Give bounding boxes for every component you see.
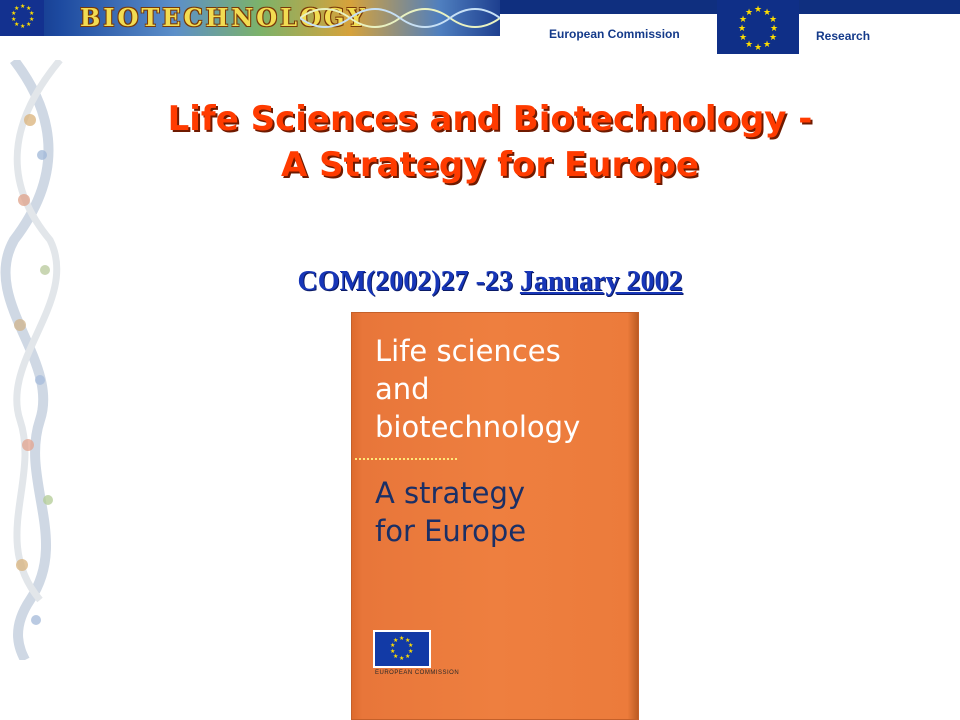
- svg-text:★: ★: [769, 33, 778, 43]
- banner-title: BIOTECHNOLOGY: [80, 3, 368, 32]
- department-label: Research: [816, 29, 871, 43]
- svg-text:★: ★: [11, 10, 17, 17]
- eu-flag-logo: [717, 0, 799, 54]
- svg-text:★: ★: [26, 5, 32, 12]
- svg-text:★: ★: [393, 653, 399, 660]
- book-cover-image: [351, 312, 639, 720]
- reference-code: COM(2002)27 -23: [297, 266, 520, 297]
- svg-text:★: ★: [405, 653, 411, 660]
- svg-text:★: ★: [754, 5, 763, 15]
- svg-text:★: ★: [745, 8, 754, 18]
- book-divider: [355, 458, 457, 460]
- svg-text:★: ★: [393, 637, 399, 644]
- svg-text:★: ★: [770, 24, 779, 34]
- svg-text:★: ★: [763, 8, 772, 18]
- biotechnology-banner: [0, 0, 500, 36]
- svg-text:★: ★: [26, 21, 32, 28]
- svg-text:★: ★: [20, 23, 26, 30]
- book-title-line: Life sciences: [375, 334, 561, 368]
- svg-text:★: ★: [745, 40, 754, 50]
- book-eu-flag-icon: [375, 632, 429, 666]
- svg-text:★: ★: [390, 642, 396, 649]
- eu-flag-icon: [0, 0, 44, 36]
- date-link[interactable]: January 2002: [519, 266, 683, 297]
- svg-text:★: ★: [14, 21, 20, 28]
- svg-text:★: ★: [769, 15, 778, 25]
- book-title-line: and: [375, 372, 430, 406]
- dna-helix-icon: [300, 0, 500, 36]
- svg-text:★: ★: [754, 43, 763, 53]
- title-line-1: Life Sciences and Biotechnology -: [167, 99, 813, 139]
- book-title: [375, 332, 580, 446]
- svg-text:★: ★: [405, 637, 411, 644]
- svg-text:★: ★: [390, 648, 396, 655]
- svg-text:★: ★: [399, 655, 405, 662]
- svg-text:★: ★: [399, 635, 405, 642]
- document-reference: [60, 266, 920, 298]
- title-line-2: A Strategy for Europe: [281, 145, 699, 185]
- book-subtitle: [375, 474, 526, 550]
- svg-text:★: ★: [14, 5, 20, 12]
- svg-text:★: ★: [738, 24, 747, 34]
- book-subtitle-line: A strategy: [375, 476, 526, 510]
- page-title: [60, 96, 920, 188]
- book-publisher: EUROPEAN COMMISSION: [375, 670, 460, 676]
- svg-text:★: ★: [408, 648, 414, 655]
- organization-label: European Commission: [549, 27, 680, 41]
- svg-text:★: ★: [739, 15, 748, 25]
- svg-text:★: ★: [739, 33, 748, 43]
- svg-text:★: ★: [408, 642, 414, 649]
- book-subtitle-line: for Europe: [375, 514, 527, 548]
- svg-text:★: ★: [20, 3, 26, 10]
- book-title-line: biotechnology: [375, 410, 581, 444]
- svg-text:★: ★: [29, 10, 35, 17]
- svg-text:★: ★: [29, 16, 35, 23]
- svg-text:★: ★: [11, 16, 17, 23]
- svg-text:★: ★: [763, 40, 772, 50]
